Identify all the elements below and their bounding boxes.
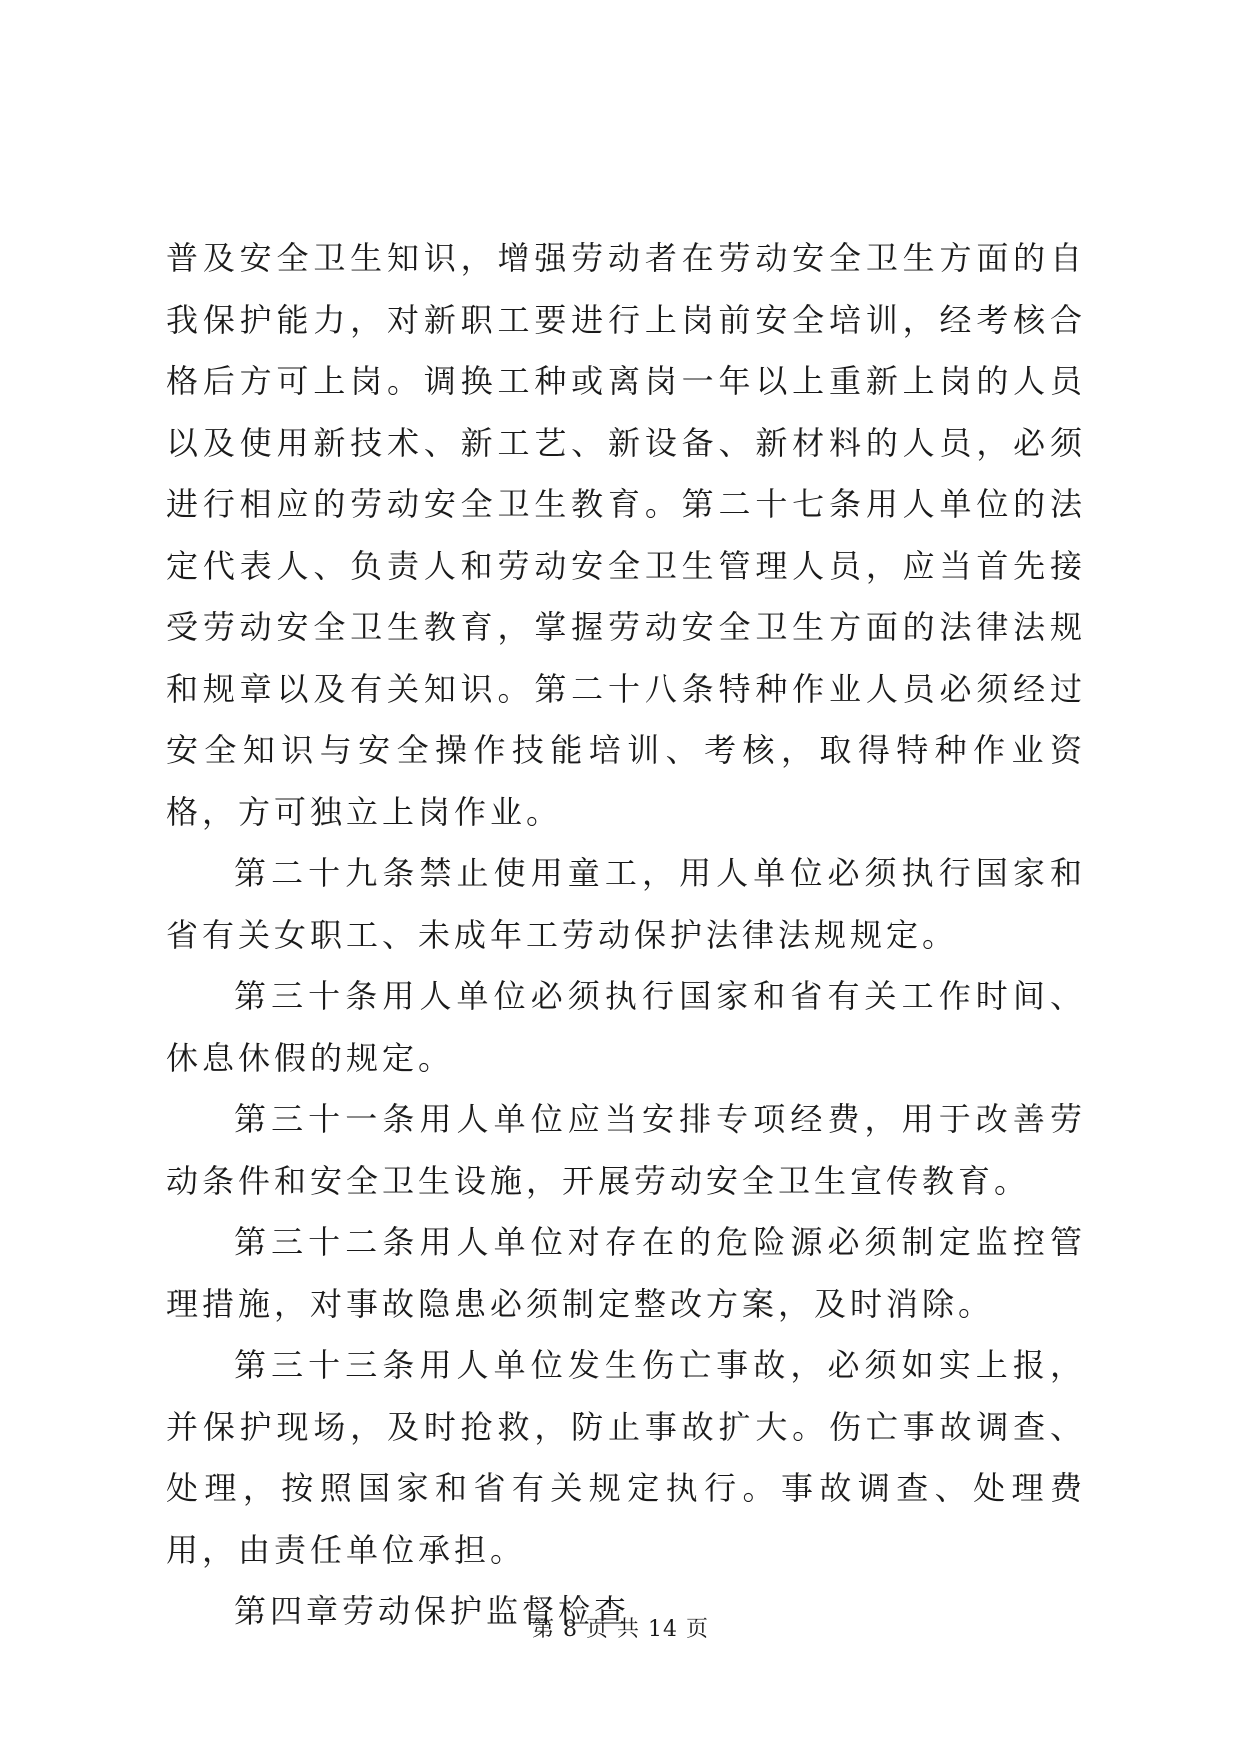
document-body: [166, 228, 1086, 1643]
paragraph: 第三十一条用人单位应当安排专项经费，用于改善劳动条件和安全卫生设施，开展劳动安全卫生宣传教育。: [166, 1100, 1086, 1200]
paragraph: 第三十条用人单位必须执行国家和省有关工作时间、休息休假的规定。: [166, 977, 1086, 1077]
chapter-heading: 第四章劳动保护监督检查: [234, 1592, 631, 1630]
page-number-footer: 第 8 页 共 14 页: [532, 1617, 709, 1642]
paragraph: 第二十九条禁止使用童工，用人单位必须执行国家和省有关女职工、未成年工劳动保护法律法规规定。: [166, 854, 1086, 954]
paragraph: 普及安全卫生知识，增强劳动者在劳动安全卫生方面的自我保护能力，对新职工要进行上岗前安全培训，经考核合格后方可上岗。调换工种或离岗一年以上重新上岗的人员以及使用新技术、新工艺、新设备、新材料的人员，必须进行相应的劳动安全卫生教育。第二十七条用人单位的法定代表人、负责人和劳动安全卫生管理人员，应当首先接受劳动安全卫生教育，掌握劳动安全卫生方面的法律法规和规章以及有关知识。第二十八条特种作业人员必须经过安全知识与安全操作技能培训、考核，取得特种作业资格，方可独立上岗作业。: [166, 239, 1086, 831]
paragraph: 第三十三条用人单位发生伤亡事故，必须如实上报，并保护现场，及时抢救，防止事故扩大。伤亡事故调查、处理，按照国家和省有关规定执行。事故调查、处理费用，由责任单位承担。: [166, 1346, 1086, 1569]
paragraph: 第三十二条用人单位对存在的危险源必须制定监控管理措施，对事故隐患必须制定整改方案，及时消除。: [166, 1223, 1086, 1323]
